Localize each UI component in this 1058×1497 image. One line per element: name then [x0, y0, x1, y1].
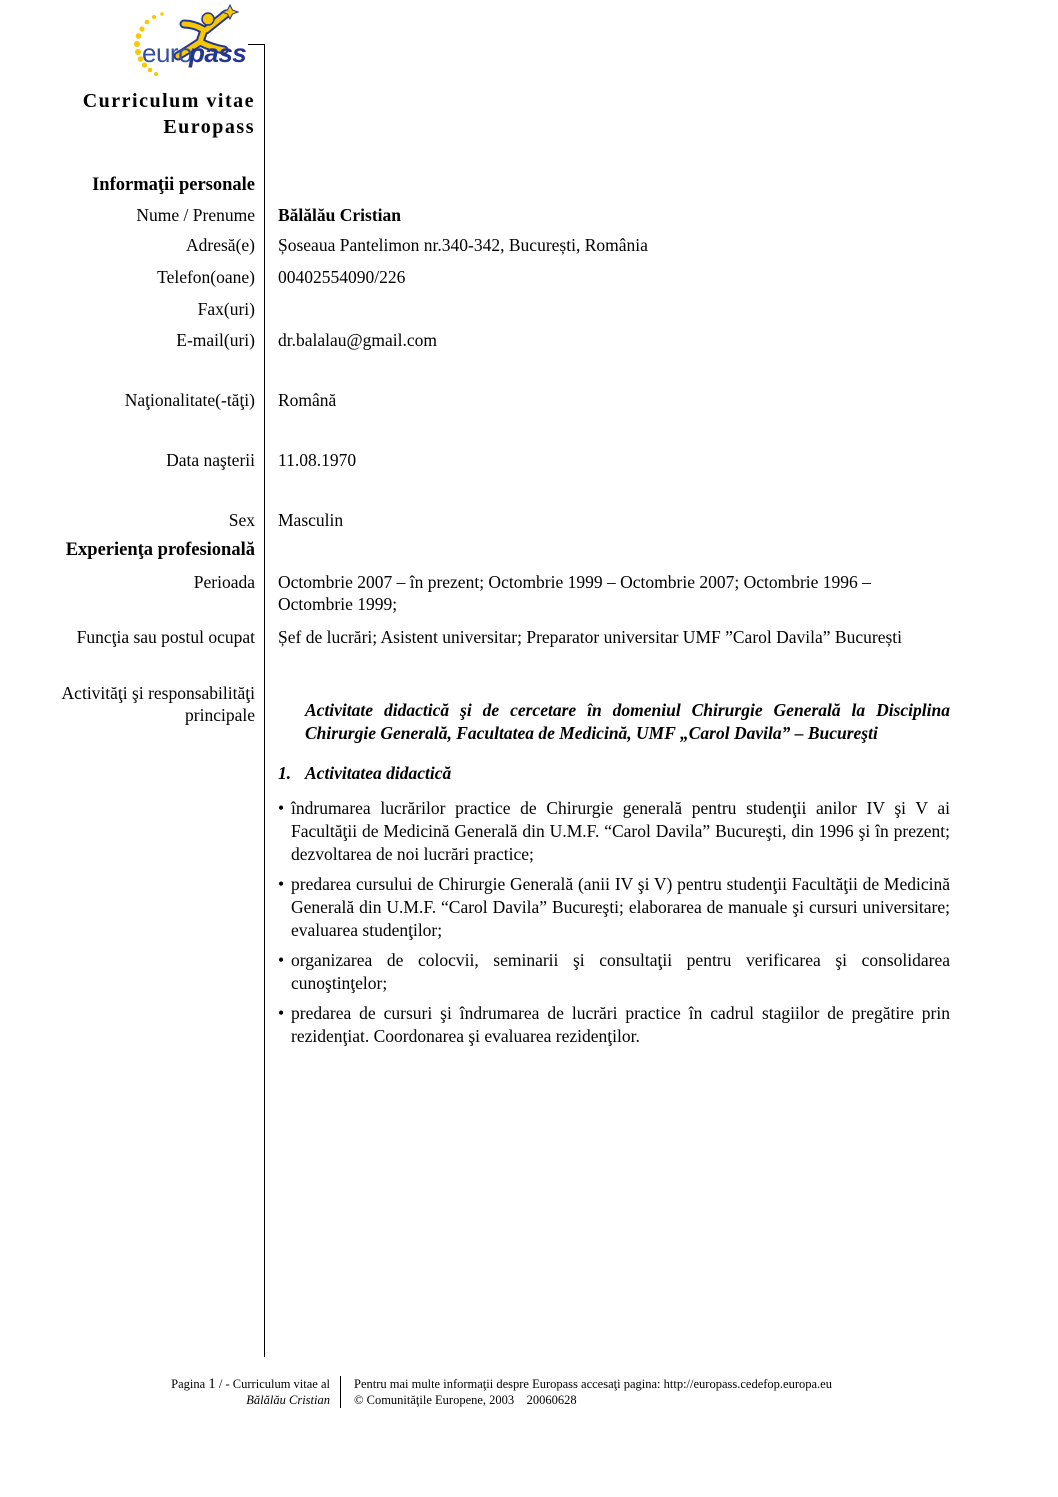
bullet-icon: •	[278, 1003, 285, 1023]
field-row-period	[30, 571, 1058, 615]
field-row-fax	[30, 298, 1058, 320]
field-value: Bălălău Cristian	[278, 205, 402, 225]
field-label: Perioada	[193, 572, 255, 592]
list-title: Activitatea didactică	[305, 763, 452, 783]
bullet-text: organizarea de colocvii, seminarii şi consultaţii pentru verificarea şi consolidarea cunoştinţelor;	[291, 950, 950, 993]
field-label: E-mail(uri)	[176, 330, 255, 350]
field-row-phone	[30, 266, 1058, 288]
field-value: dr.balalau@gmail.com	[278, 330, 437, 350]
field-label: Adresă(e)	[186, 235, 255, 255]
bullet-icon: •	[278, 798, 285, 818]
field-value: 11.08.1970	[278, 450, 357, 470]
page-footer	[0, 1376, 1058, 1408]
field-label: Data naşterii	[166, 450, 255, 470]
list-item	[278, 1002, 950, 1048]
field-value: Octombrie 2007 – în prezent; Octombrie 1999 – Octombrie 2007; Octombrie 1996 – Octombrie 1999;	[278, 572, 871, 614]
field-label: Telefon(oane)	[157, 267, 255, 287]
title-line-2: Europass	[163, 116, 255, 138]
bullet-icon: •	[278, 874, 285, 894]
cv-body	[30, 88, 1058, 1055]
list-number: 1.	[278, 763, 292, 783]
logo-text-pass: pass	[189, 38, 247, 68]
field-value: Masculin	[278, 510, 344, 530]
bullet-icon: •	[278, 950, 285, 970]
field-row-sex	[30, 509, 1058, 531]
section-experience	[30, 539, 1058, 561]
document-title	[30, 88, 255, 140]
field-label: Nume / Prenume	[136, 205, 255, 225]
footer-copyright-line: © Comunităţile Europene, 2003 20060628	[354, 1393, 577, 1407]
bullet-text: predarea cursului de Chirurgie Generală (anii IV şi V) pentru studenţii Facultăţii de Medicină Generală din U.M.F. “Carol Davila” Bucureşti; elaborarea de manuale şi cursuri universitare; evaluarea studenţilor;	[291, 874, 950, 940]
field-value: Șef de lucrări; Asistent universitar; Preparator universitar UMF ”Carol Davila” București	[278, 627, 902, 647]
list-item	[278, 949, 950, 995]
section-heading: Experienţa profesională	[65, 540, 255, 560]
field-label: Fax(uri)	[197, 299, 255, 319]
footer-legal	[341, 1376, 832, 1408]
field-row-email	[30, 329, 1058, 351]
bullet-text: îndrumarea lucrărilor practice de Chirurgie generală pentru studenţii anilor IV şi V ai Facultăţii de Medicină Generală din U.M.F. “Carol Davila” Bucureşti, din 1996 şi în prezent; dezvoltarea de noi lucrări practice;	[291, 798, 950, 864]
field-label: Activităţi şi responsabilităţi principale	[61, 683, 255, 725]
title-line-1: Curriculum vitae	[82, 90, 255, 112]
list-item	[278, 873, 950, 942]
section-personal-info	[30, 174, 1058, 196]
footer-page-info	[0, 1376, 340, 1408]
field-value: Română	[278, 390, 337, 410]
logo-text-euro: euro	[142, 38, 193, 68]
page-number: 1	[208, 1376, 216, 1392]
field-value: 00402554090/226	[278, 267, 406, 287]
field-row-address	[30, 234, 1058, 256]
figure-head-icon	[202, 13, 214, 25]
field-row-position	[30, 626, 1058, 648]
section-heading: Informaţii personale	[92, 175, 255, 195]
list-item	[278, 797, 950, 866]
europass-logo	[126, 4, 276, 80]
logo-connector-line	[248, 44, 265, 45]
field-label: Naţionalitate(-tăţi)	[124, 390, 255, 410]
field-row-nationality	[30, 389, 1058, 411]
field-row-activities	[30, 682, 1058, 1055]
field-value: Șoseaua Pantelimon nr.340-342, București, România	[278, 235, 648, 255]
numbered-list-item	[278, 762, 950, 784]
field-label: Funcţia sau postul ocupat	[76, 627, 255, 647]
field-row-birthdate	[30, 449, 1058, 471]
footer-page-line: Pagina 1 / - Curriculum vitae al	[171, 1376, 330, 1392]
field-row-name	[30, 204, 1058, 226]
footer-owner-name: Bălălău Cristian	[246, 1393, 330, 1407]
footer-info-line: Pentru mai multe informaţii despre Europass accesaţi pagina: http://europass.cedefop.europa.eu	[354, 1377, 832, 1391]
field-label: Sex	[228, 510, 255, 530]
bullet-text: predarea de cursuri şi îndrumarea de lucrări practice în cadrul stagiilor de pregătire prin rezidenţiat. Coordonarea şi evaluarea rezidenţilor.	[291, 1003, 950, 1046]
activities-content	[278, 682, 1058, 1055]
bullet-list	[278, 797, 950, 1048]
activities-intro-paragraph: Activitate didactică şi de cercetare în domeniul Chirurgie Generală la Disciplina Chirurgie Generală, Facultatea de Medicină, UMF „Carol Davila” – Bucureşti	[305, 700, 950, 743]
